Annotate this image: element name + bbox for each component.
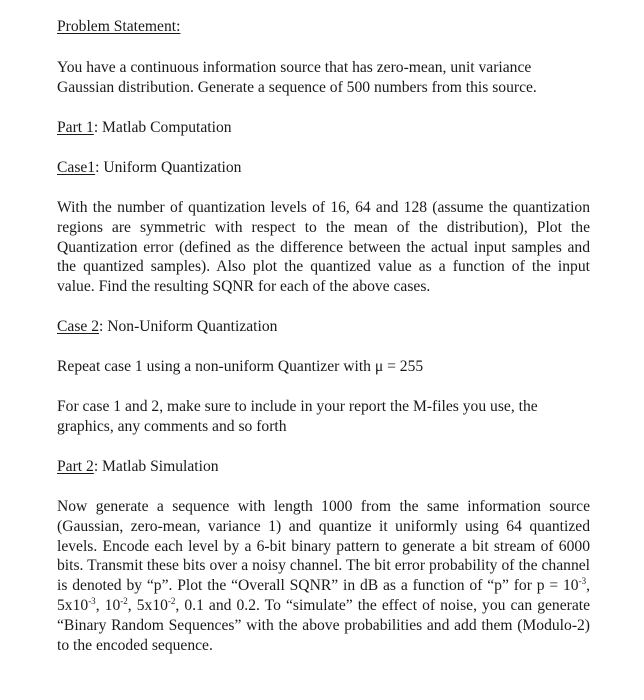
p-value: [105, 597, 137, 614]
part2-title: : Matlab Simulation: [93, 458, 219, 475]
part2-label: Part 2: [57, 458, 94, 475]
p-value-exponent: -3: [88, 595, 96, 606]
intro-line-2: Gaussian distribution. Generate a sequence of 500 numbers from this source.: [57, 79, 537, 96]
p-value-separator: ,: [175, 596, 185, 614]
p-value-mantissa: 10: [104, 596, 121, 614]
part1-label: Part 1: [57, 119, 94, 136]
case1-heading: [57, 158, 241, 178]
p-value-separator: ,: [95, 596, 105, 614]
p-value-exponent: -2: [167, 595, 176, 606]
p-value-separator: ,: [586, 577, 590, 595]
p-value-mantissa: 10: [563, 577, 579, 595]
p-value: [57, 597, 105, 614]
case2-label: Case 2: [57, 318, 100, 335]
p-value-mantissa: 5x10: [57, 596, 89, 614]
part2-heading: [57, 457, 219, 477]
p-value-exponent: -3: [578, 576, 587, 587]
case1-label: Case1: [57, 159, 96, 176]
part2-body-before: Now generate a sequence with length 1000 from the same information source (Gaussian, zero-mean, variance 1) and quantize it uniformly using 64 quantized levels. Encode each level by a 6-bit binary pattern to generate a bit stream of 6000 bits. Transmit these bits over a noisy channel. The bit error probability of the channel is denoted by “p”. Plot the “Overall SQNR” in dB as a function of “p” for p =: [57, 498, 590, 595]
p-value: [137, 597, 185, 614]
part1-heading: [57, 118, 232, 138]
case1-body: With the number of quantization levels of 16, 64 and 128 (assume the quantization regions are symmetric with respect to the mean of the distribution), Plot the Quantization error (defined as the difference between the actual input samples and the quantized samples). Also plot the quantized value as a function of the input value. Find the resulting SQNR for each of the above cases.: [57, 199, 590, 296]
report-note-line-2: graphics, any comments and so forth: [57, 418, 287, 435]
problem-statement-heading: Problem Statement:: [57, 18, 181, 35]
part1-title: : Matlab Computation: [93, 119, 232, 136]
p-value-exponent: -2: [120, 595, 128, 606]
case2-body: Repeat case 1 using a non-uniform Quantizer with μ = 255: [57, 358, 424, 375]
report-note-line-1: For case 1 and 2, make sure to include in your report the M-files you use, the: [57, 398, 538, 415]
part2-body: [57, 497, 590, 655]
case2-heading: [57, 317, 277, 337]
p-value-separator: ,: [127, 596, 137, 614]
case1-title: : Uniform Quantization: [95, 159, 242, 176]
p-value: [563, 577, 590, 594]
case2-title: : Non-Uniform Quantization: [99, 318, 278, 335]
intro-line-1: You have a continuous information source that has zero-mean, unit variance: [57, 59, 532, 76]
part2-body-after: 0.1 and 0.2. To “simulate” the effect of noise, you can generate “Binary Random Sequences” with the above probabilities and add them (Modulo-2) to the encoded sequence.: [57, 596, 591, 654]
p-value-mantissa: 5x10: [136, 596, 168, 614]
